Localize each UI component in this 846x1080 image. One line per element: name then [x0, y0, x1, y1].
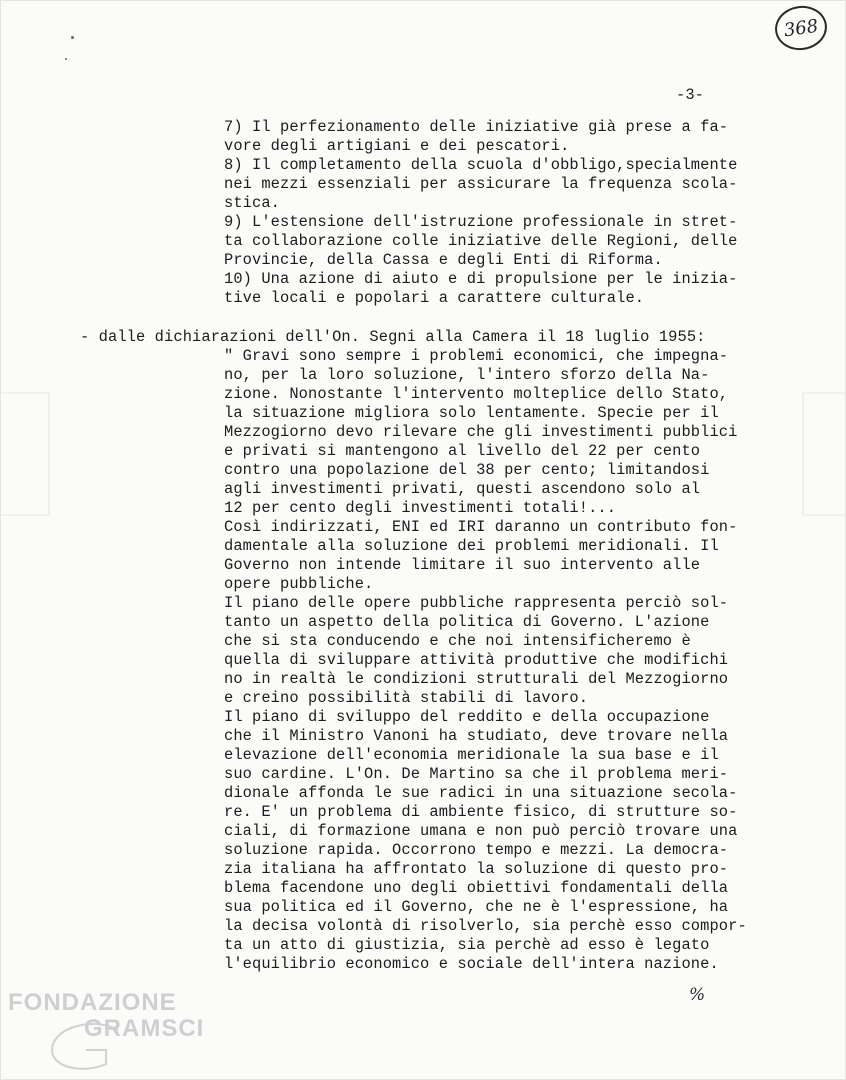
quote-line: la situazione migliora solo lentamente. Specie per il: [224, 404, 719, 422]
list-line: vore degli artigiani e dei pescatori.: [224, 137, 570, 155]
list-line: 10) Una azione di aiuto e di propulsione per le inizia-: [224, 270, 738, 288]
quote-line: la decisa volontà di risolverlo, sia perchè esso compor-: [224, 917, 747, 935]
quote-line: Il piano di sviluppo del reddito e della occupazione: [224, 708, 710, 726]
list-line: nei mezzi essenziali per assicurare la frequenza scola-: [224, 175, 738, 193]
quote-line: sua politica ed il Governo, che ne è l'espressione, ha: [224, 898, 729, 916]
fondazione-gramsci-watermark: [6, 986, 266, 1076]
quote-line: ta un atto di giustizia, sia perchè ad esso è legato: [224, 936, 710, 954]
quote-line: Mezzogiorno devo rilevare che gli investimenti pubblici: [224, 423, 738, 441]
quote-line: zia italiana ha affrontato la soluzione di questo pro-: [224, 860, 729, 878]
quote-line: agli investimenti privati, questi ascendono solo al: [224, 480, 701, 498]
paper-speck: [65, 58, 67, 60]
quote-line: Governo non intende limitare il suo intervento alle: [224, 556, 701, 574]
numbered-list: [0, 0, 846, 307]
quote-line: e creino possibilità stabili di lavoro.: [224, 689, 589, 707]
bottom-handwritten-mark: %: [689, 985, 706, 1005]
quote-line: ciali, di formazione umana e non può perciò trovare una: [224, 822, 738, 840]
list-line: 9) L'estensione dell'istruzione professionale in stret-: [224, 213, 738, 231]
quote-line: damentale alla soluzione dei problemi meridionali. Il: [224, 537, 719, 555]
quote-line: blema facendone uno degli obiettivi fondamentali della: [224, 879, 729, 897]
quote-line: elevazione dell'economia meridionale la sua base e il: [224, 746, 719, 764]
quote-line: no, per la loro soluzione, l'intero sforzo della Na-: [224, 366, 710, 384]
quote-line: " Gravi sono sempre i problemi economici, che impegna-: [224, 347, 729, 365]
quote-line: che il Ministro Vanoni ha studiato, deve trovare nella: [224, 727, 729, 745]
section-heading: - dalle dichiarazioni dell'On. Segni alla Camera il 18 luglio 1955:: [80, 328, 706, 346]
list-line: Provincie, della Cassa e degli Enti di Riforma.: [224, 251, 663, 269]
list-line: 8) Il completamento della scuola d'obbligo,specialmente: [224, 156, 738, 174]
quote-line: Così indirizzati, ENI ed IRI daranno un contributo fon-: [224, 518, 738, 536]
quote-line: e privati si mantengono al livello del 22 per cento: [224, 442, 701, 460]
list-line: ta collaborazione colle iniziative delle Regioni, delle: [224, 232, 738, 250]
archive-number-stamp: 368: [772, 3, 830, 54]
quote-line: suo cardine. L'On. De Martino sa che il problema meri-: [224, 765, 729, 783]
quote-line: quella di sviluppare attività produttive che modifichi: [224, 651, 729, 669]
quote-line: tanto un aspetto della politica di Governo. L'azione: [224, 613, 710, 631]
quote-line: che si sta conducendo e che noi intensificheremo è: [224, 632, 691, 650]
quote-line: opere pubbliche.: [224, 575, 374, 593]
quote-line: no in realtà le condizioni strutturali del Mezzogiorno: [224, 670, 729, 688]
paper-speck: [71, 36, 74, 39]
quote-line: dionale affonda le sue radici in una situazione secola-: [224, 784, 738, 802]
list-line: 7) Il perfezionamento delle iniziative già prese a fa-: [224, 118, 729, 136]
watermark-line-2: GRAMSCI: [84, 1015, 205, 1042]
quote-line: re. E' un problema di ambiente fisico, di strutture so-: [224, 803, 738, 821]
quote-line: contro una popolazione del 38 per cento; limitandosi: [224, 461, 710, 479]
quote-line: 12 per cento degli investimenti totali!...: [224, 499, 617, 517]
quote-line: zione. Nonostante l'intervento molteplice dello Stato,: [224, 385, 729, 403]
page-number: -3-: [676, 86, 705, 104]
show-through-mark-right: [802, 392, 846, 516]
list-line: tive locali e popolari a carattere culturale.: [224, 289, 645, 307]
show-through-mark-left: [0, 392, 50, 516]
list-line: stica.: [224, 194, 281, 212]
quote-line: l'equilibrio economico e sociale dell'intera nazione.: [224, 955, 719, 973]
watermark-line-1: FONDAZIONE: [8, 989, 177, 1016]
quote-line: soluzione rapida. Occorrono tempo e mezzi. La democra-: [224, 841, 729, 859]
quote-line: Il piano delle opere pubbliche rappresenta perciò sol-: [224, 594, 729, 612]
